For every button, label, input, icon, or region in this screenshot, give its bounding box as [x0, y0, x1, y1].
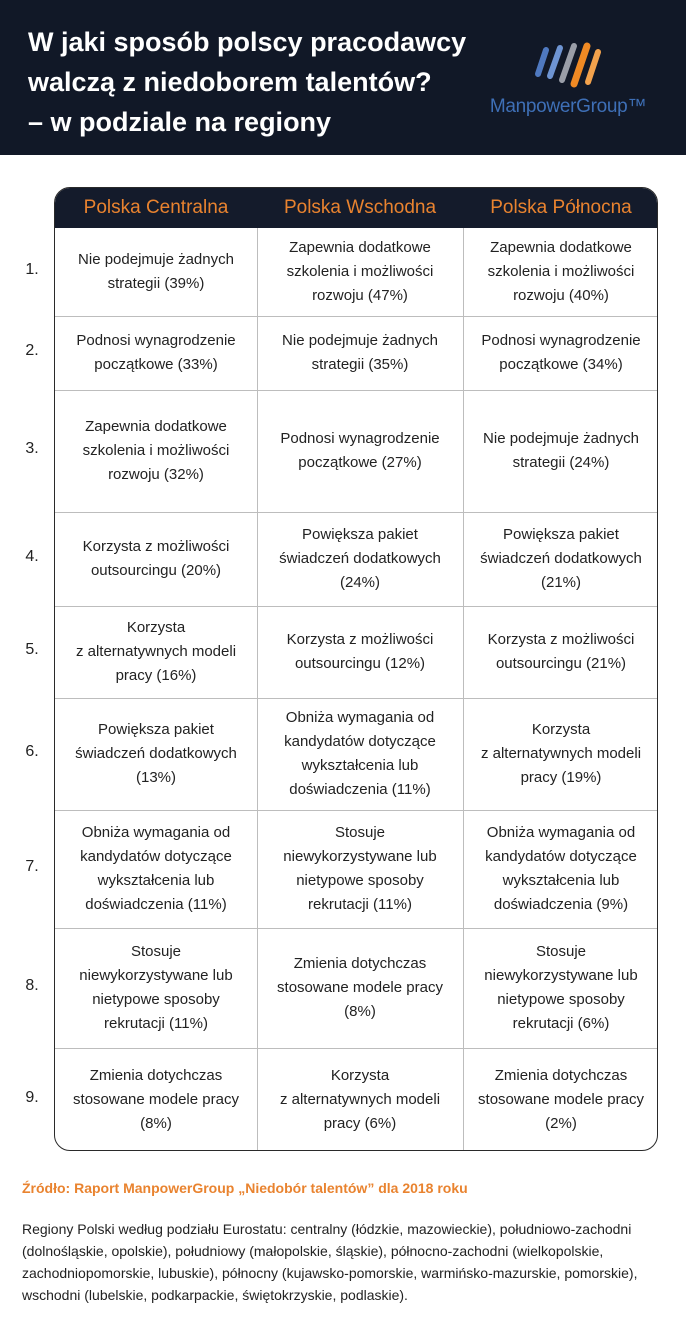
cell-line: nietypowe sposoby [497, 991, 625, 1008]
table-cell [55, 316, 257, 390]
row-number: 5. [25, 641, 39, 658]
cell-line: Obniża wymagania od [486, 824, 636, 841]
cell-line: rozwoju (47%) [312, 287, 408, 304]
cell-line: świadczeń dodatkowych [75, 745, 237, 762]
cell-line: Powiększa pakiet [302, 526, 418, 543]
table-cell [257, 512, 463, 606]
table-cell [463, 228, 658, 316]
cell-line: kandydatów dotyczące [485, 848, 637, 865]
row-number: 8. [25, 977, 39, 994]
logo-mark-icon [488, 40, 648, 96]
cell-line: doświadczenia (11%) [289, 781, 431, 798]
table-cell [55, 698, 257, 810]
table-cell [55, 606, 257, 698]
cell-line: niewykorzystywane lub [79, 967, 233, 984]
cell-line: Podnosi wynagrodzenie [280, 430, 440, 447]
table-header [55, 188, 658, 228]
row-number: 4. [25, 548, 39, 565]
table-cell [463, 698, 658, 810]
cell-line: początkowe (34%) [499, 356, 623, 373]
cell-line: Powiększa pakiet [98, 721, 214, 738]
cell-line: niewykorzystywane lub [484, 967, 638, 984]
cell-line: początkowe (27%) [298, 454, 422, 471]
header-polska-centralna: Polska Centralna [83, 197, 229, 218]
table-cell [257, 390, 463, 512]
cell-line: Stosuje [535, 943, 587, 960]
cell-line: Zmienia dotychczas [89, 1067, 223, 1084]
table-cell [463, 390, 658, 512]
cell-line: (21%) [540, 574, 581, 591]
table-cell [55, 928, 257, 1048]
cell-line: Korzysta z możliwości [487, 631, 635, 648]
cell-line: Zapewnia dodatkowe [85, 418, 227, 435]
cell-line: Korzysta [330, 1067, 390, 1084]
cell-line: wykształcenia lub [301, 757, 419, 774]
cell-line: szkolenia i możliwości [286, 263, 434, 280]
cell-line: Nie podejmuje żadnych [78, 251, 234, 268]
cell-line: Zmienia dotychczas [293, 955, 427, 972]
cell-line: pracy (6%) [323, 1115, 397, 1132]
cell-line: (24%) [339, 574, 380, 591]
page-title [28, 22, 478, 142]
regions-note [22, 1218, 662, 1306]
cell-line: Podnosi wynagrodzenie [76, 332, 236, 349]
row-number: 6. [25, 743, 39, 760]
cell-line: strategii (39%) [107, 275, 205, 292]
title-line-1: W jaki sposób polscy pracodawcy [28, 27, 467, 57]
cell-line: Podnosi wynagrodzenie [481, 332, 641, 349]
row-number: 1. [25, 261, 39, 278]
table-cell [55, 228, 257, 316]
table-cell [55, 1048, 257, 1151]
table-cell [463, 810, 658, 928]
table-cell [55, 390, 257, 512]
note-line: zachodniopomorskie, lubuskie), północny (kujawsko-pomorskie, warmińsko-mazurskie, pomorskie), [22, 1265, 638, 1281]
cell-line: outsourcingu (21%) [495, 655, 627, 672]
cell-line: (8%) [344, 1003, 376, 1020]
cell-line: rekrutacji (11%) [308, 896, 412, 913]
cell-line: z alternatywnych modeli [75, 643, 237, 660]
table-cell [257, 606, 463, 698]
cell-line: Nie podejmuje żadnych [282, 332, 438, 349]
cell-line: (2%) [545, 1115, 577, 1132]
cell-line: pracy (16%) [115, 667, 197, 684]
manpowergroup-logo [488, 40, 648, 130]
cell-line: strategii (35%) [311, 356, 409, 373]
table-cell [463, 606, 658, 698]
table-cell [257, 698, 463, 810]
cell-line: Zapewnia dodatkowe [289, 239, 431, 256]
cell-line: wykształcenia lub [502, 872, 620, 889]
title-line-3: – w podziale na regiony [28, 107, 332, 137]
cell-line: świadczeń dodatkowych [480, 550, 642, 567]
cell-line: Obniża wymagania od [81, 824, 231, 841]
cell-line: stosowane modele pracy [277, 979, 443, 996]
table-cell [257, 316, 463, 390]
cell-line: strategii (24%) [512, 454, 610, 471]
header-polska-polnocna: Polska Północna [490, 197, 632, 218]
table-cell [55, 512, 257, 606]
cell-line: kandydatów dotyczące [80, 848, 232, 865]
cell-line: Korzysta z możliwości [82, 538, 230, 555]
row-number: 7. [25, 858, 39, 875]
cell-line: szkolenia i możliwości [82, 442, 230, 459]
cell-line: pracy (19%) [520, 769, 602, 786]
cell-line: rozwoju (32%) [108, 466, 204, 483]
row-number: 2. [25, 342, 39, 359]
row-number: 3. [25, 440, 39, 457]
cell-line: Nie podejmuje żadnych [483, 430, 639, 447]
logo-wordmark: ManpowerGroup™ [489, 96, 647, 117]
cell-line: (13%) [135, 769, 176, 786]
cell-line: z alternatywnych modeli [480, 745, 642, 762]
cell-line: doświadczenia (9%) [493, 896, 629, 913]
table-cell [55, 810, 257, 928]
cell-line: rozwoju (40%) [513, 287, 609, 304]
table-cell [463, 1048, 658, 1151]
cell-line: nietypowe sposoby [92, 991, 220, 1008]
cell-line: (8%) [140, 1115, 172, 1132]
table-cell [463, 928, 658, 1048]
table-cell [257, 1048, 463, 1151]
cell-line: niewykorzystywane lub [283, 848, 437, 865]
cell-line: stosowane modele pracy [478, 1091, 644, 1108]
note-line: (dolnośląskie, opolskie), południowy (małopolskie, śląskie), północno-zachodni (wielkopolskie, [22, 1243, 604, 1259]
cell-line: Korzysta [126, 619, 186, 636]
header-banner [0, 0, 686, 155]
cell-line: Zapewnia dodatkowe [490, 239, 632, 256]
source-note: Źródło: Raport ManpowerGroup „Niedobór talentów” dla 2018 roku [22, 1180, 468, 1196]
cell-line: doświadczenia (11%) [85, 896, 227, 913]
cell-line: kandydatów dotyczące [284, 733, 436, 750]
cell-line: z alternatywnych modeli [279, 1091, 441, 1108]
cell-line: Stosuje [130, 943, 182, 960]
cell-line: rekrutacji (11%) [104, 1015, 208, 1032]
cell-line: wykształcenia lub [97, 872, 215, 889]
table-cell [257, 228, 463, 316]
row-number: 9. [25, 1089, 39, 1106]
cell-line: początkowe (33%) [94, 356, 218, 373]
cell-line: Korzysta [531, 721, 591, 738]
cell-line: rekrutacji (6%) [512, 1015, 610, 1032]
table-cell [257, 928, 463, 1048]
table-cell [463, 512, 658, 606]
ranking-table [54, 187, 658, 1151]
table-cell [257, 810, 463, 928]
cell-line: Obniża wymagania od [285, 709, 435, 726]
cell-line: stosowane modele pracy [73, 1091, 239, 1108]
cell-line: szkolenia i możliwości [487, 263, 635, 280]
cell-line: Stosuje [334, 824, 386, 841]
cell-line: outsourcingu (12%) [294, 655, 426, 672]
header-polska-wschodna: Polska Wschodna [283, 197, 437, 218]
cell-line: Korzysta z możliwości [286, 631, 434, 648]
title-line-2: walczą z niedoborem talentów? [28, 67, 432, 97]
note-line: Regiony Polski według podziału Eurostatu: centralny (łódzkie, mazowieckie), południowo-zachodni [22, 1221, 632, 1237]
cell-line: Powiększa pakiet [503, 526, 619, 543]
cell-line: nietypowe sposoby [296, 872, 424, 889]
cell-line: świadczeń dodatkowych [279, 550, 441, 567]
cell-line: outsourcingu (20%) [90, 562, 222, 579]
cell-line: Zmienia dotychczas [494, 1067, 628, 1084]
note-line: wschodni (lubelskie, podkarpackie, świętokrzyskie, podlaskie). [22, 1287, 408, 1303]
table-cell [463, 316, 658, 390]
